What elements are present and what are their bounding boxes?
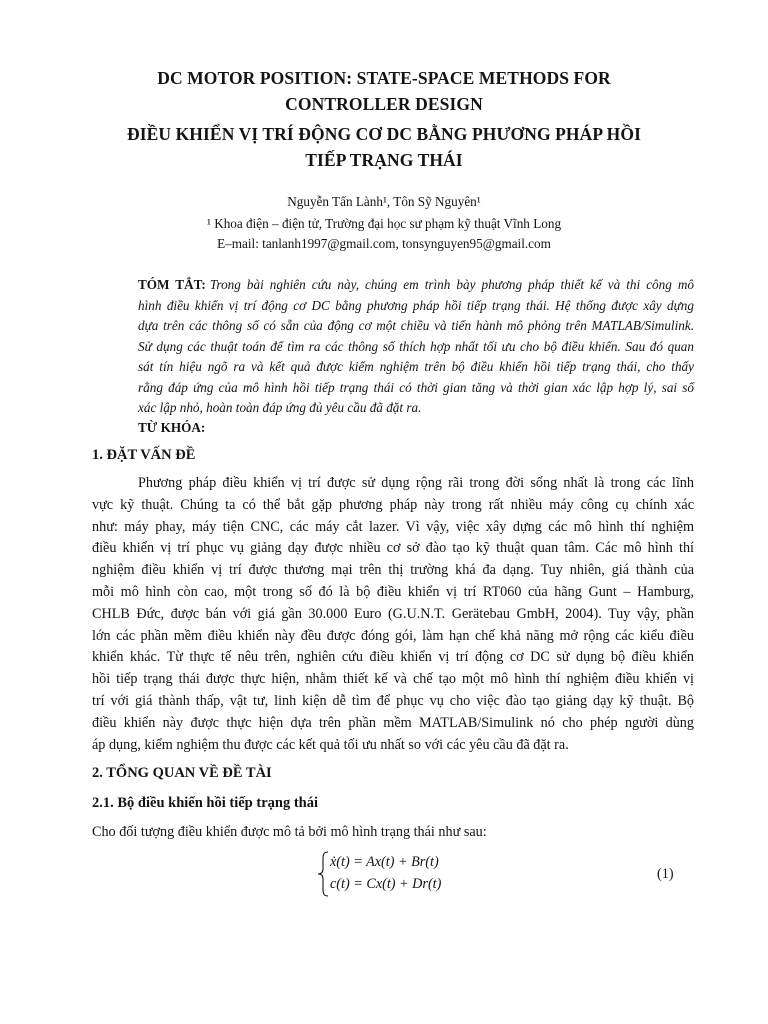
keywords-label: TỪ KHÓA: <box>138 420 206 435</box>
subsection-intro: Cho đối tượng điều khiển được mô tả bởi mô hình trạng thái như sau: <box>92 824 487 840</box>
affiliation: ¹ Khoa điện – điện tử, Trường đại học sư phạm kỹ thuật Vĩnh Long <box>206 216 562 231</box>
section-heading: 1. ĐẶT VẤN ĐỀ <box>92 447 196 463</box>
title-english-line-2: CONTROLLER DESIGN <box>285 94 483 114</box>
paragraph-line: khiển khác. Từ thực tế nêu trên, nghiên cứu điều khiển vị trí động cơ DC sử dụng bộ điều khiển <box>92 649 694 665</box>
paragraph-line: vực kỹ thuật. Chúng ta có thể bắt gặp phương pháp này trong rất nhiều máy công cụ chính xác <box>92 497 694 513</box>
paragraph-line: điều khiển vị trí phục vụ giảng dạy được nhiều cơ sở đào tạo kỹ thuật quan tâm. Các mô hình thí <box>92 540 694 556</box>
equation-line-2: c(t) = Cx(t) + Dr(t) <box>330 876 442 892</box>
subsection-heading: 2.1. Bộ điều khiển hồi tiếp trạng thái <box>92 795 318 811</box>
equation-number: (1) <box>657 866 674 882</box>
abstract-line: dựa trên các thông số có sẵn của động cơ một chiều và tiến hành mô phỏng trên MATLAB/Simulink. <box>138 318 694 333</box>
paragraph-line: lớn các phần mềm điều khiển này đều được đóng gói, làm hạn chế khả năng mở rộng các kiểu điều <box>92 628 694 644</box>
abstract-label: TÓM TẮT: <box>138 277 206 292</box>
title-english-line-1: DC MOTOR POSITION: STATE-SPACE METHODS FOR <box>157 68 611 88</box>
email-line: E–mail: tanlanh1997@gmail.com, tonsynguyen95@gmail.com <box>217 236 551 251</box>
equation-brace <box>316 851 330 897</box>
abstract-line: Sử dụng các thuật toán để tìm ra các thông số thích hợp nhất tối ưu cho bộ điều khiển. Sau đó quan <box>138 339 694 354</box>
paragraph-line: Phương pháp điều khiển vị trí được sử dụng rộng rãi trong đời sống nhất là trong các lĩnh <box>138 475 694 491</box>
paragraph-line: trí với giá thành thấp, vật tư, linh kiện dễ tìm để phục vụ cho việc đào tạo giảng dạy kỹ thuật. Bộ <box>92 693 694 709</box>
abstract-text: Trong bài nghiên cứu này, chúng em trình bày phương pháp thiết kế và thi công mô <box>209 277 694 292</box>
paragraph-line: mỗi mô hình còn cao, một trong số đó là bộ điều khiển vị trí RT060 của hãng Gunt – Hamburg, <box>92 584 694 600</box>
paragraph-line: nghiệm điều khiển vị trí được thương mại trên thị trường khá đa dạng. Tuy nhiên, giá thành của <box>92 562 694 578</box>
abstract-line: hình điều khiển vị trí động cơ DC bằng phương pháp hồi tiếp trạng thái. Hệ thống được xây dựng <box>138 298 694 313</box>
equation-line-1: ẋ(t) = Ax(t) + Br(t) <box>330 854 439 870</box>
authors: Nguyễn Tấn Lành¹, Tôn Sỹ Nguyên¹ <box>287 194 481 209</box>
abstract-line: sát tín hiệu ngõ ra và kết quả được kiểm nghiệm trên bộ điều khiển hồi tiếp trạng thái, cho thấy <box>138 359 694 374</box>
paragraph-line: CHLB Đức, được bán với giá gần 30.000 Euro (G.U.N.T. Gerätebau GmbH, 2004). Tuy vậy, phần <box>92 606 694 622</box>
title-vietnamese-line-2: TIẾP TRẠNG THÁI <box>305 150 463 170</box>
paragraph-line: áp dụng, kiểm nghiệm thu được các kết quả tối ưu nhất so với các yêu cầu đã đặt ra. <box>92 737 569 753</box>
paragraph-line: hồi tiếp trạng thái được thực hiện, nhằm thiết kế và chế tạo một mô hình thí nghiệm điều khiển vị <box>92 671 694 687</box>
abstract-line: rằng đáp ứng của mô hình hồi tiếp trạng thái có thời gian tăng và thời gian xác lập hợp lý, sai số <box>138 380 694 395</box>
paragraph-line: như: máy phay, máy tiện CNC, các máy cắt lazer. Vì vậy, việc xây dựng các mô hình thí nghiệm <box>92 519 694 535</box>
abstract-line <box>138 275 694 295</box>
title-vietnamese-line-1: ĐIỀU KHIỂN VỊ TRÍ ĐỘNG CƠ DC BẰNG PHƯƠNG PHÁP HỒI <box>126 124 642 144</box>
section-heading: 2. TỔNG QUAN VỀ ĐỀ TÀI <box>92 765 272 781</box>
paragraph-line: điều khiển này được thực hiện dựa trên phần mềm MATLAB/Simulink nó cho phép người dùng <box>92 715 694 731</box>
abstract-line: xác lập nhỏ, hoàn toàn đáp ứng đủ yêu cầu đã đặt ra. <box>138 400 422 415</box>
